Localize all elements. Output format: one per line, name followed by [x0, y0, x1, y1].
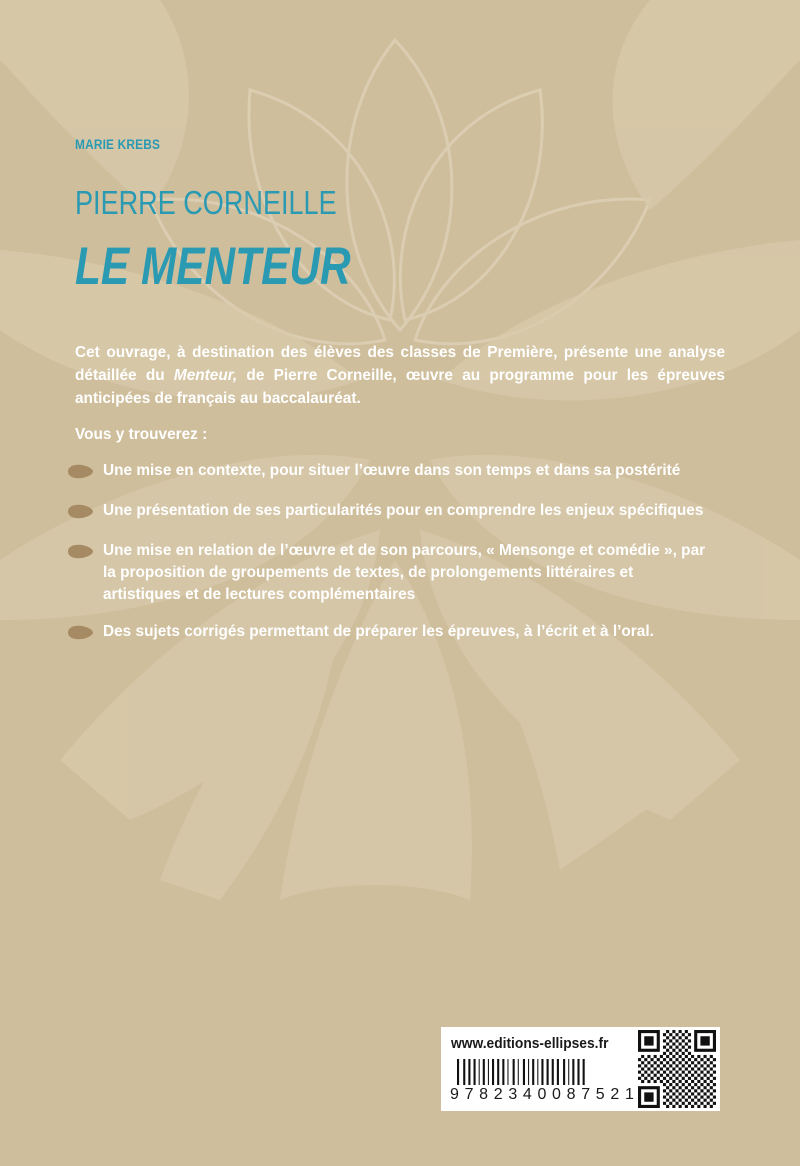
- teardrop-bullet-icon: [66, 463, 94, 480]
- qr-cell: [669, 1039, 672, 1042]
- qr-cell: [710, 1105, 713, 1108]
- qr-cell: [672, 1061, 675, 1064]
- isbn-digit: 8: [479, 1086, 489, 1103]
- barcode-bar: [518, 1059, 519, 1085]
- qr-cell: [700, 1071, 703, 1074]
- barcode-bar: [563, 1059, 565, 1085]
- barcode-bar: [474, 1059, 476, 1085]
- qr-cell: [663, 1071, 666, 1074]
- qr-cell: [660, 1067, 663, 1070]
- isbn-digit: 2: [610, 1086, 620, 1103]
- intro-italic-title: Menteur,: [173, 367, 238, 384]
- qr-cell: [688, 1058, 691, 1061]
- qr-cell: [672, 1049, 675, 1052]
- qr-cell: [641, 1055, 644, 1058]
- qr-cell: [713, 1077, 716, 1080]
- qr-cell: [710, 1074, 713, 1077]
- qr-cell: [672, 1105, 675, 1108]
- barcode-bar: [537, 1059, 538, 1085]
- qr-cell: [675, 1102, 678, 1105]
- qr-cell: [700, 1096, 703, 1099]
- qr-cell: [663, 1089, 666, 1092]
- qr-cell: [697, 1055, 700, 1058]
- qr-cell: [707, 1071, 710, 1074]
- qr-cell: [679, 1030, 682, 1033]
- qr-cell: [666, 1086, 669, 1089]
- qr-cell: [672, 1042, 675, 1045]
- qr-cell: [707, 1058, 710, 1061]
- book-title: LE MENTEUR: [75, 237, 351, 296]
- barcode-bar: [568, 1059, 569, 1085]
- qr-cell: [697, 1080, 700, 1083]
- barcode-bar: [513, 1059, 515, 1085]
- qr-cell: [704, 1061, 707, 1064]
- barcode-bar: [468, 1059, 470, 1085]
- intro-text-1: Cet ouvrage, à destination des élèves des classes de Première, présente une analyse détaillée du: [75, 344, 725, 384]
- qr-cell: [666, 1080, 669, 1083]
- barcode-bar: [502, 1059, 504, 1085]
- qr-cell: [660, 1061, 663, 1064]
- qr-cell: [647, 1080, 650, 1083]
- isbn-digit: 7: [464, 1086, 474, 1103]
- qr-cell: [682, 1039, 685, 1042]
- qr-cell: [666, 1105, 669, 1108]
- isbn-digits: [449, 1086, 635, 1104]
- qr-cell: [694, 1064, 697, 1067]
- list-item-text: Une présentation de ses particularités pour en comprendre les enjeux spécifiques: [103, 502, 704, 519]
- qr-code-icon[interactable]: [638, 1030, 716, 1108]
- qr-cell: [663, 1083, 666, 1086]
- qr-cell: [685, 1092, 688, 1095]
- qr-cell: [666, 1074, 669, 1077]
- qr-cell: [672, 1030, 675, 1033]
- qr-cell: [663, 1052, 666, 1055]
- qr-cell: [688, 1089, 691, 1092]
- qr-cell: [679, 1055, 682, 1058]
- barcode-bar: [497, 1059, 499, 1085]
- qr-cell: [694, 1058, 697, 1061]
- barcode-panel: [441, 1027, 720, 1111]
- qr-cell: [675, 1083, 678, 1086]
- qr-cell: [675, 1089, 678, 1092]
- qr-cell: [644, 1092, 653, 1101]
- qr-cell: [672, 1080, 675, 1083]
- qr-cell: [707, 1083, 710, 1086]
- qr-cell: [691, 1086, 694, 1089]
- qr-cell: [647, 1074, 650, 1077]
- qr-cell: [688, 1052, 691, 1055]
- teardrop-bullet-icon: [66, 543, 94, 560]
- qr-cell: [697, 1105, 700, 1108]
- qr-cell: [657, 1077, 660, 1080]
- qr-cell: [650, 1077, 653, 1080]
- playwright-name: PIERRE CORNEILLE: [75, 184, 337, 221]
- isbn-digit: 9: [450, 1086, 459, 1103]
- isbn-digit: 0: [537, 1086, 547, 1103]
- publisher-url[interactable]: www.editions-ellipses.fr: [451, 1035, 609, 1052]
- isbn-digit: 8: [566, 1086, 576, 1103]
- qr-cell: [688, 1033, 691, 1036]
- barcode-bar: [552, 1059, 554, 1085]
- qr-cell: [688, 1064, 691, 1067]
- qr-cell: [688, 1071, 691, 1074]
- qr-cell: [688, 1077, 691, 1080]
- qr-cell: [710, 1086, 713, 1089]
- qr-cell: [666, 1042, 669, 1045]
- qr-cell: [697, 1092, 700, 1095]
- barcode-bar: [457, 1059, 459, 1085]
- qr-cell: [688, 1096, 691, 1099]
- intro-paragraph: [75, 341, 725, 410]
- qr-cell: [704, 1074, 707, 1077]
- qr-cell: [654, 1061, 657, 1064]
- qr-cell: [713, 1083, 716, 1086]
- barcode-bar: [463, 1059, 465, 1085]
- barcode-bar: [583, 1059, 585, 1085]
- qr-cell: [685, 1086, 688, 1089]
- isbn-digit: 1: [624, 1086, 634, 1103]
- qr-cell: [713, 1071, 716, 1074]
- qr-cell: [660, 1080, 663, 1083]
- qr-cell: [650, 1064, 653, 1067]
- qr-cell: [675, 1064, 678, 1067]
- qr-cell: [682, 1089, 685, 1092]
- qr-cell: [669, 1102, 672, 1105]
- qr-cell: [644, 1058, 647, 1061]
- qr-cell: [697, 1074, 700, 1077]
- barcode-bar: [541, 1059, 543, 1085]
- qr-cell: [713, 1102, 716, 1105]
- qr-cell: [669, 1096, 672, 1099]
- qr-cell: [697, 1067, 700, 1070]
- qr-cell: [672, 1099, 675, 1102]
- list-lead: Vous y trouverez :: [75, 426, 208, 443]
- qr-cell: [679, 1074, 682, 1077]
- qr-cell: [704, 1080, 707, 1083]
- qr-cell: [666, 1099, 669, 1102]
- qr-cell: [685, 1105, 688, 1108]
- qr-cell: [688, 1083, 691, 1086]
- qr-cell: [666, 1030, 669, 1033]
- qr-cell: [654, 1055, 657, 1058]
- qr-cell: [707, 1064, 710, 1067]
- qr-cell: [679, 1092, 682, 1095]
- qr-cell: [685, 1099, 688, 1102]
- qr-cell: [679, 1042, 682, 1045]
- qr-cell: [682, 1052, 685, 1055]
- qr-cell: [685, 1074, 688, 1077]
- qr-cell: [669, 1071, 672, 1074]
- qr-cell: [685, 1055, 688, 1058]
- qr-cell: [685, 1042, 688, 1045]
- qr-cell: [672, 1055, 675, 1058]
- barcode-bar: [483, 1059, 485, 1085]
- qr-cell: [660, 1055, 663, 1058]
- qr-cell: [663, 1058, 666, 1061]
- qr-cell: [654, 1074, 657, 1077]
- qr-cell: [654, 1067, 657, 1070]
- qr-cell: [691, 1105, 694, 1108]
- qr-cell: [691, 1099, 694, 1102]
- qr-cell: [704, 1086, 707, 1089]
- qr-cell: [710, 1067, 713, 1070]
- qr-cell: [685, 1080, 688, 1083]
- qr-cell: [697, 1086, 700, 1089]
- qr-cell: [700, 1102, 703, 1105]
- qr-cell: [647, 1055, 650, 1058]
- qr-cell: [647, 1061, 650, 1064]
- qr-cell: [707, 1077, 710, 1080]
- qr-cell: [663, 1064, 666, 1067]
- qr-cell: [644, 1071, 647, 1074]
- qr-cell: [679, 1061, 682, 1064]
- qr-cell: [710, 1061, 713, 1064]
- qr-cell: [644, 1077, 647, 1080]
- list-item-text: Une mise en relation de l’œuvre et de son parcours, « Mensonge et comédie », par la proposition de groupements de textes, de prolongements littéraires et artistiques et de lectures complémentaires: [103, 542, 706, 603]
- qr-cell: [638, 1077, 641, 1080]
- qr-cell: [669, 1089, 672, 1092]
- qr-cell: [669, 1058, 672, 1061]
- qr-cell: [641, 1067, 644, 1070]
- qr-cell: [694, 1077, 697, 1080]
- qr-cell: [710, 1080, 713, 1083]
- qr-cell: [679, 1105, 682, 1108]
- isbn-digit: 2: [493, 1086, 503, 1103]
- qr-cell: [682, 1033, 685, 1036]
- qr-cell: [675, 1046, 678, 1049]
- qr-cell: [700, 1036, 709, 1045]
- qr-cell: [675, 1058, 678, 1061]
- qr-cell: [682, 1058, 685, 1061]
- qr-cell: [707, 1089, 710, 1092]
- barcode-bar: [488, 1059, 489, 1085]
- qr-cell: [663, 1102, 666, 1105]
- qr-cell: [688, 1102, 691, 1105]
- author-name: MARIE KREBS: [75, 137, 161, 152]
- qr-cell: [691, 1092, 694, 1095]
- barcode-bar: [479, 1059, 480, 1085]
- qr-cell: [638, 1071, 641, 1074]
- qr-cell: [650, 1058, 653, 1061]
- qr-cell: [675, 1052, 678, 1055]
- qr-cell: [663, 1033, 666, 1036]
- qr-cell: [694, 1083, 697, 1086]
- qr-cell: [675, 1077, 678, 1080]
- qr-cell: [697, 1099, 700, 1102]
- qr-cell: [704, 1092, 707, 1095]
- qr-cell: [666, 1055, 669, 1058]
- qr-cell: [685, 1030, 688, 1033]
- qr-cell: [682, 1071, 685, 1074]
- qr-cell: [694, 1096, 697, 1099]
- qr-cell: [675, 1033, 678, 1036]
- qr-cell: [679, 1080, 682, 1083]
- barcode-bar: [532, 1059, 534, 1085]
- qr-cell: [679, 1086, 682, 1089]
- list-item: [66, 540, 706, 606]
- list-item-text: Des sujets corrigés permettant de préparer les épreuves, à l’écrit et à l’oral.: [103, 623, 654, 640]
- qr-cell: [672, 1086, 675, 1089]
- qr-cell: [682, 1077, 685, 1080]
- qr-cell: [682, 1102, 685, 1105]
- barcode-bar: [572, 1059, 574, 1085]
- qr-cell: [700, 1077, 703, 1080]
- qr-cell: [672, 1092, 675, 1095]
- intro-text-2: de Pierre Corneille, œuvre au programme pour les épreuves anticipées de français au baccalauréat.: [75, 367, 725, 407]
- qr-cell: [710, 1099, 713, 1102]
- qr-cell: [700, 1089, 703, 1092]
- qr-cell: [638, 1064, 641, 1067]
- isbn-digit: 4: [522, 1086, 532, 1103]
- qr-cell: [682, 1083, 685, 1086]
- qr-cell: [669, 1083, 672, 1086]
- qr-cell: [679, 1099, 682, 1102]
- qr-cell: [641, 1061, 644, 1064]
- qr-cell: [682, 1046, 685, 1049]
- qr-cell: [679, 1036, 682, 1039]
- barcode-bar: [507, 1059, 508, 1085]
- qr-cell: [700, 1083, 703, 1086]
- qr-cell: [644, 1064, 647, 1067]
- barcode-bar: [523, 1059, 525, 1085]
- qr-cell: [669, 1033, 672, 1036]
- qr-cell: [644, 1036, 653, 1045]
- isbn-digit: 3: [508, 1086, 518, 1103]
- qr-cell: [707, 1102, 710, 1105]
- qr-cell: [713, 1096, 716, 1099]
- qr-cell: [685, 1061, 688, 1064]
- qr-cell: [710, 1092, 713, 1095]
- qr-cell: [647, 1067, 650, 1070]
- teardrop-bullet-icon: [66, 503, 94, 520]
- qr-cell: [713, 1058, 716, 1061]
- qr-cell: [666, 1049, 669, 1052]
- qr-cell: [650, 1071, 653, 1074]
- qr-cell: [700, 1058, 703, 1061]
- barcode-bar: [547, 1059, 549, 1085]
- qr-cell: [704, 1067, 707, 1070]
- barcode-bar: [557, 1059, 559, 1085]
- qr-cell: [713, 1089, 716, 1092]
- qr-cell: [713, 1064, 716, 1067]
- qr-cell: [700, 1064, 703, 1067]
- qr-cell: [663, 1046, 666, 1049]
- teardrop-bullet-icon: [66, 624, 94, 641]
- qr-cell: [685, 1049, 688, 1052]
- list-item-text: Une mise en contexte, pour situer l’œuvre dans son temps et dans sa postérité: [103, 462, 681, 479]
- qr-cell: [675, 1071, 678, 1074]
- list-item: [66, 460, 680, 482]
- qr-cell: [710, 1055, 713, 1058]
- qr-cell: [675, 1096, 678, 1099]
- qr-cell: [666, 1092, 669, 1095]
- qr-cell: [666, 1067, 669, 1070]
- qr-cell: [697, 1061, 700, 1064]
- qr-cell: [694, 1089, 697, 1092]
- qr-cell: [672, 1074, 675, 1077]
- barcode-bar: [577, 1059, 579, 1085]
- qr-cell: [669, 1077, 672, 1080]
- isbn-digit: 0: [552, 1086, 561, 1103]
- qr-cell: [669, 1064, 672, 1067]
- qr-cell: [694, 1071, 697, 1074]
- barcode-bar: [528, 1059, 529, 1085]
- qr-cell: [682, 1064, 685, 1067]
- qr-cell: [704, 1105, 707, 1108]
- qr-cell: [660, 1074, 663, 1077]
- qr-cell: [694, 1102, 697, 1105]
- qr-cell: [663, 1096, 666, 1099]
- qr-cell: [672, 1036, 675, 1039]
- qr-cell: [641, 1074, 644, 1077]
- qr-cell: [691, 1080, 694, 1083]
- qr-cell: [663, 1077, 666, 1080]
- list-item: [66, 500, 703, 522]
- qr-cell: [657, 1058, 660, 1061]
- qr-cell: [691, 1055, 694, 1058]
- qr-cell: [666, 1036, 669, 1039]
- qr-cell: [654, 1080, 657, 1083]
- qr-cell: [672, 1067, 675, 1070]
- qr-cell: [688, 1039, 691, 1042]
- qr-cell: [704, 1099, 707, 1102]
- barcode-bar: [492, 1059, 494, 1085]
- qr-cell: [657, 1064, 660, 1067]
- qr-cell: [675, 1039, 678, 1042]
- qr-cell: [685, 1036, 688, 1039]
- qr-cell: [669, 1046, 672, 1049]
- qr-cell: [691, 1067, 694, 1070]
- qr-cell: [638, 1058, 641, 1061]
- qr-cell: [685, 1067, 688, 1070]
- qr-cell: [663, 1039, 666, 1042]
- qr-cell: [669, 1052, 672, 1055]
- isbn-digit: 5: [595, 1086, 605, 1103]
- qr-cell: [679, 1067, 682, 1070]
- isbn-digit: 7: [581, 1086, 591, 1103]
- qr-cell: [666, 1061, 669, 1064]
- qr-cell: [691, 1074, 694, 1077]
- qr-cell: [641, 1080, 644, 1083]
- qr-cell: [704, 1055, 707, 1058]
- qr-cell: [682, 1096, 685, 1099]
- qr-cell: [657, 1071, 660, 1074]
- list-item: [66, 621, 654, 643]
- qr-cell: [688, 1046, 691, 1049]
- qr-cell: [691, 1061, 694, 1064]
- qr-cell: [679, 1049, 682, 1052]
- qr-cell: [707, 1096, 710, 1099]
